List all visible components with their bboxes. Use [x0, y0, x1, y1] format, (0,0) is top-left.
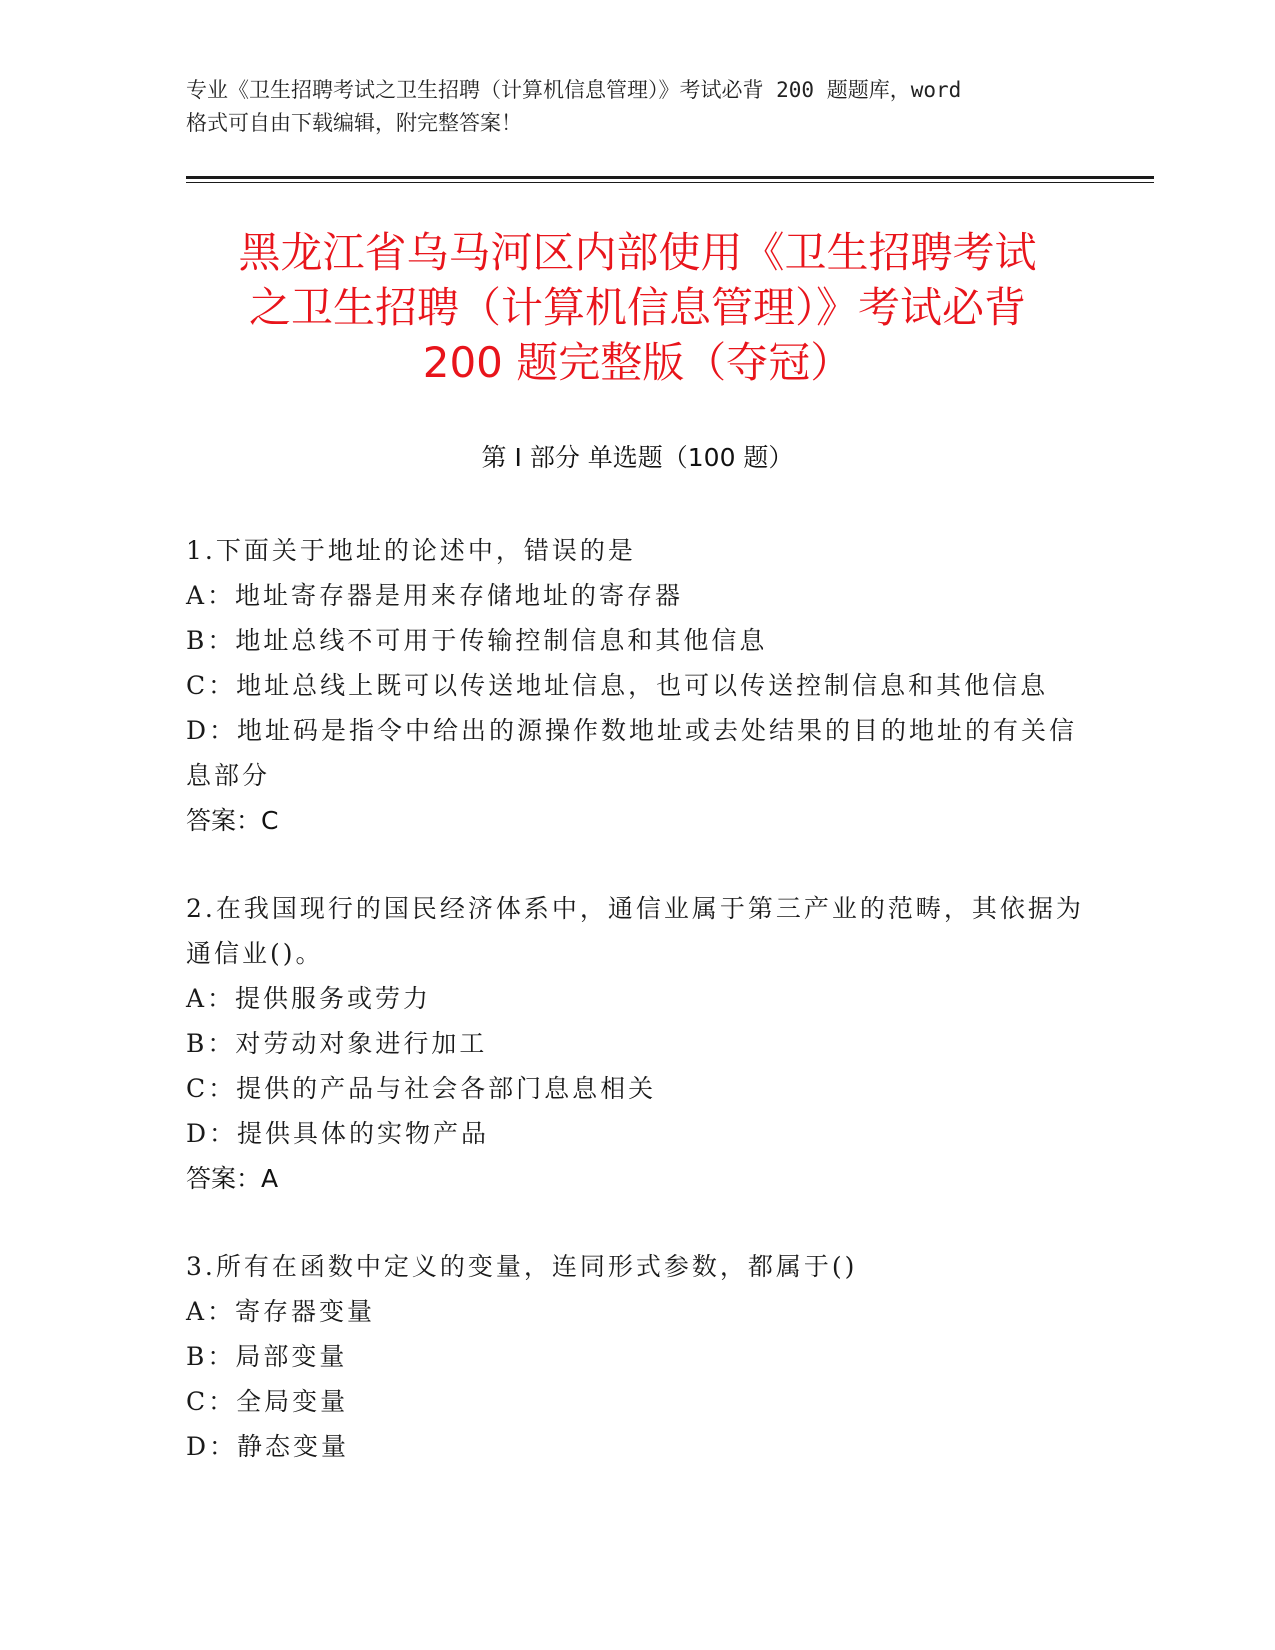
header-divider-thick [186, 176, 1154, 179]
question-stem: 2.在我国现行的国民经济体系中，通信业属于第三产业的范畴，其依据为通信业()。 [186, 894, 1084, 968]
option-b: B：地址总线不可用于传输控制信息和其他信息 [186, 626, 768, 655]
option-a: A：寄存器变量 [186, 1297, 376, 1326]
question-2 [186, 886, 1086, 1201]
header-line-2: 格式可自由下载编辑，附完整答案！ [186, 111, 522, 135]
option-c: C：提供的产品与社会各部门息息相关 [186, 1074, 657, 1103]
question-stem: 1.下面关于地址的论述中，错误的是 [186, 536, 636, 565]
document-title [130, 225, 1145, 390]
option-d: D：静态变量 [186, 1432, 350, 1461]
question-list [186, 528, 1086, 1512]
option-a: A：地址寄存器是用来存储地址的寄存器 [186, 581, 684, 610]
question-3 [186, 1244, 1086, 1469]
option-b: B：对劳动对象进行加工 [186, 1029, 488, 1058]
option-c: C：地址总线上既可以传送地址信息，也可以传送控制信息和其他信息 [186, 671, 1049, 700]
title-line-2: 之卫生招聘（计算机信息管理）》考试必背 [248, 283, 1026, 332]
document-header [186, 74, 1091, 140]
question-1 [186, 528, 1086, 843]
answer: 答案：C [186, 806, 279, 835]
option-d: D：地址码是指令中给出的源操作数地址或去处结果的目的地址的有关信息部分 [186, 716, 1078, 790]
option-d: D：提供具体的实物产品 [186, 1119, 490, 1148]
section-heading: 第 I 部分 单选题（100 题） [481, 443, 794, 472]
title-line-3: 200 题完整版（夺冠） [422, 338, 853, 387]
option-a: A：提供服务或劳力 [186, 984, 432, 1013]
title-line-1: 黑龙江省乌马河区内部使用《卫生招聘考试 [238, 228, 1037, 277]
option-c: C：全局变量 [186, 1387, 349, 1416]
option-b: B：局部变量 [186, 1342, 348, 1371]
header-line-1: 专业《卫生招聘考试之卫生招聘（计算机信息管理）》考试必背 200 题题库，word [186, 78, 962, 102]
header-divider-thin [186, 182, 1154, 183]
question-stem: 3.所有在函数中定义的变量，连同形式参数，都属于() [186, 1252, 858, 1281]
answer: 答案：A [186, 1164, 279, 1193]
